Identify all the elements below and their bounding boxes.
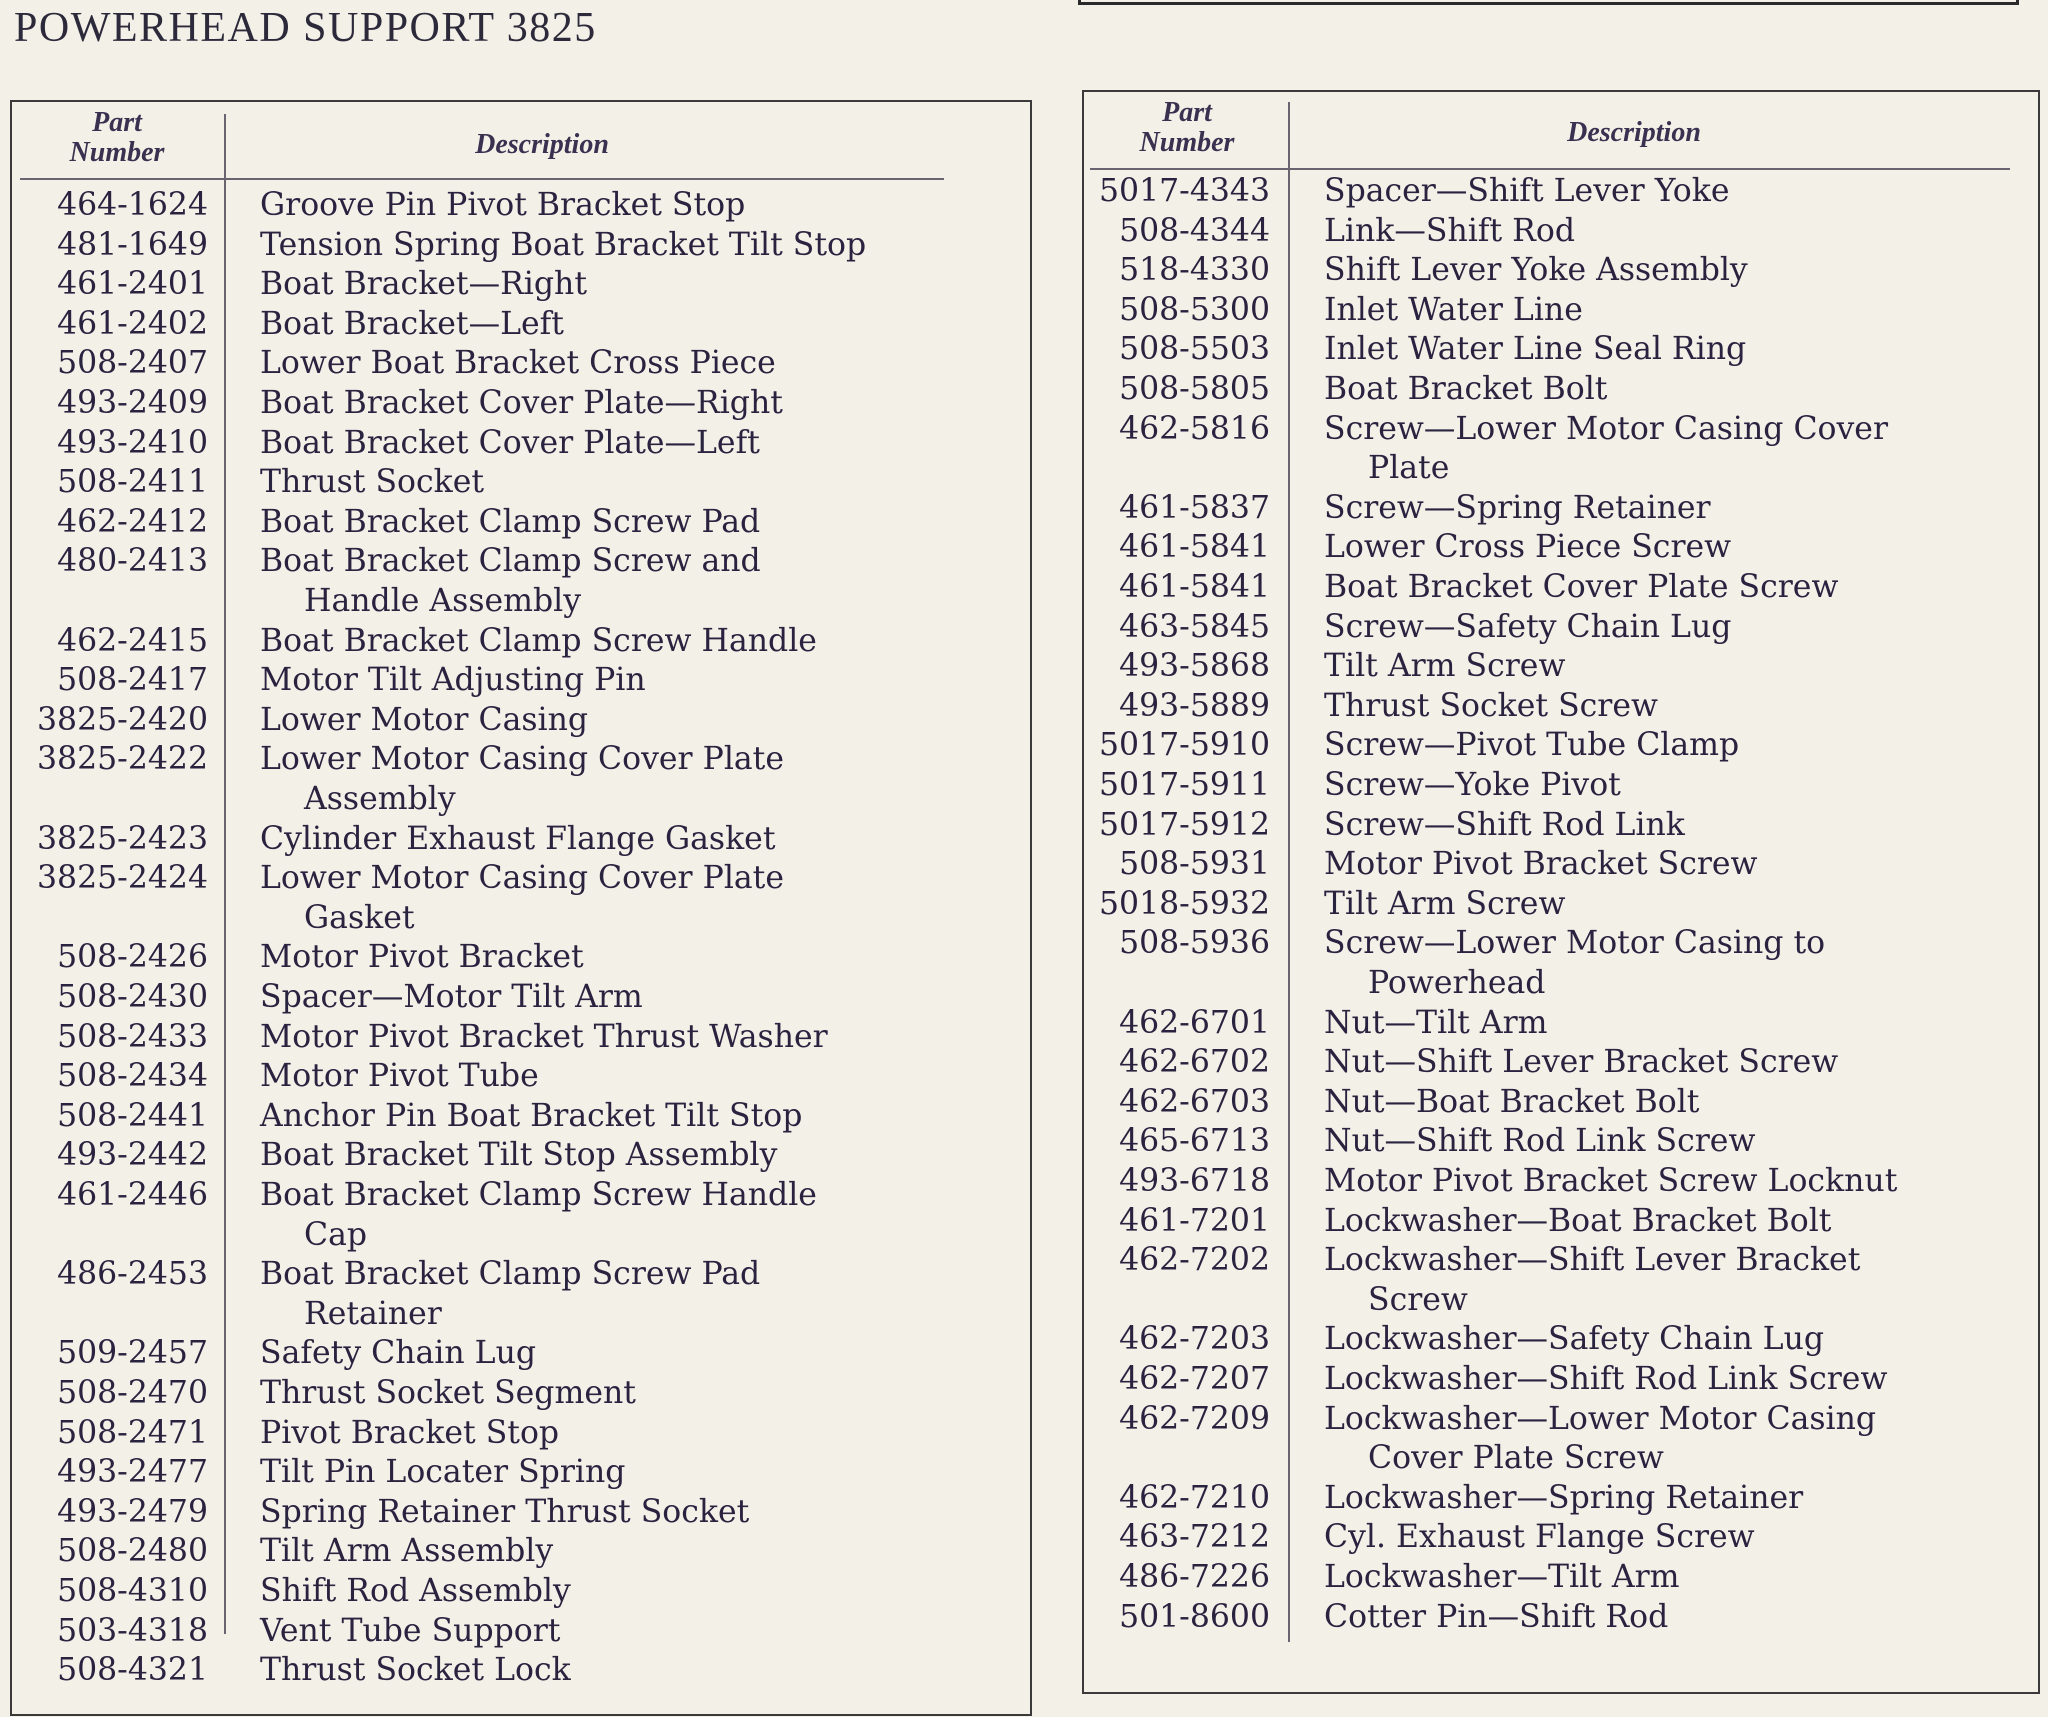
part-number: 462-5816 [1119,410,1270,447]
part-number: 461-5841 [1119,569,1270,605]
part-description: Screw—Safety Chain Lug [1324,608,1732,645]
left-parts-table [10,100,1032,1716]
part-description: Boat Bracket Bolt [1324,371,1608,407]
part-number: 3825-2423 [37,820,208,857]
part-number: 493-2479 [57,1493,208,1530]
part-number: 508-2417 [57,662,208,699]
part-number: 462-2415 [57,622,208,659]
part-description: Boat Bracket Cover Plate Screw [1324,569,1839,605]
part-description: Link—Shift Rod [1324,212,1575,249]
part-number: 493-6718 [1119,1163,1270,1199]
part-description: Boat Bracket—Right [260,266,587,303]
part-description: Spring Retainer Thrust Socket [260,1493,750,1530]
part-description-continued: Retainer [304,1295,442,1332]
header-rule [1090,168,2010,170]
part-number: 486-2453 [57,1256,208,1293]
part-description: Lower Motor Casing [260,701,589,738]
part-number: 493-5868 [1119,648,1270,685]
header-rule [20,178,944,180]
part-number: 508-4310 [57,1573,208,1609]
part-description: Pivot Bracket Stop [260,1414,560,1451]
part-description: Screw—Shift Rod Link [1324,806,1685,843]
part-description: Motor Pivot Bracket Screw [1324,846,1758,883]
part-description: Tension Spring Boat Bracket Tilt Stop [260,226,867,263]
part-number: 508-2426 [57,939,208,976]
part-number: 508-2433 [57,1018,208,1055]
part-description: Nut—Boat Bracket Bolt [1324,1083,1700,1120]
part-description: Motor Pivot Bracket [260,939,584,976]
column-divider [224,114,226,1634]
part-number: 462-7202 [1119,1242,1270,1279]
part-number: 518-4330 [1119,252,1270,289]
part-description-continued: Screw [1368,1281,1468,1318]
part-number: 508-5936 [1119,925,1270,962]
part-number-header: Part Number [69,107,165,168]
part-description: Lockwasher—Shift Rod Link Screw [1324,1361,1888,1397]
part-description: Spacer—Motor Tilt Arm [260,979,643,1015]
part-number: 480-2413 [57,543,208,580]
part-description: Thrust Socket [260,464,485,501]
part-description: Boat Bracket Clamp Screw Pad [260,503,761,540]
part-number: 461-7201 [1119,1202,1270,1239]
part-number: 503-4318 [57,1612,208,1649]
part-description-continued: Gasket [304,899,415,936]
part-description: Inlet Water Line Seal Ring [1324,331,1747,368]
part-number: 461-5837 [1119,489,1270,526]
part-description: Lower Motor Casing Cover Plate [260,860,784,897]
part-number: 3825-2424 [37,860,208,897]
part-number: 508-2480 [57,1533,208,1570]
part-number: 5017-4343 [1099,173,1270,209]
part-number: 462-6701 [1119,1004,1270,1041]
part-number: 465-6713 [1119,1123,1270,1160]
part-description: Nut—Shift Lever Bracket Screw [1324,1044,1839,1081]
part-description-continued: Handle Assembly [304,583,582,619]
part-description-continued: Cap [304,1216,368,1253]
part-number: 508-2411 [57,464,208,501]
part-description: Boat Bracket Clamp Screw Handle [260,622,817,659]
part-description: Lockwasher—Tilt Arm [1324,1559,1680,1595]
page-title: POWERHEAD SUPPORT 3825 [14,5,597,51]
part-number: 508-2430 [57,979,208,1015]
part-description: Screw—Lower Motor Casing to [1324,925,1826,962]
right-parts-table [1082,90,2040,1694]
description-header: Description [1567,117,1701,148]
part-description: Anchor Pin Boat Bracket Tilt Stop [260,1097,803,1134]
column-divider [1288,102,1290,1642]
part-number: 461-5841 [1119,529,1270,566]
part-description: Nut—Shift Rod Link Screw [1324,1123,1756,1160]
part-description: Thrust Socket Segment [260,1375,636,1411]
part-number: 462-7209 [1119,1400,1270,1437]
part-description-continued: Cover Plate Screw [1368,1440,1664,1477]
part-description: Tilt Arm Screw [1324,885,1566,922]
part-description: Tilt Arm Assembly [260,1533,554,1570]
part-description: Boat Bracket Clamp Screw Pad [260,1256,761,1293]
part-description: Groove Pin Pivot Bracket Stop [260,187,746,223]
part-number: 463-5845 [1119,608,1270,645]
part-description: Lockwasher—Spring Retainer [1324,1479,1804,1516]
part-description: Lockwasher—Safety Chain Lug [1324,1321,1825,1358]
part-description: Screw—Lower Motor Casing Cover [1324,410,1889,447]
part-number: 508-4321 [57,1652,208,1689]
part-number: 493-2410 [57,424,208,461]
part-number: 5017-5911 [1099,767,1270,803]
part-description: Lockwasher—Lower Motor Casing [1324,1400,1877,1437]
part-number: 509-2457 [57,1335,208,1372]
part-description: Screw—Pivot Tube Clamp [1324,727,1740,764]
part-description: Tilt Pin Locater Spring [260,1454,626,1491]
part-description: Boat Bracket Cover Plate—Left [260,424,760,461]
top-box-edge [1078,0,2019,5]
part-number: 462-2412 [57,503,208,540]
part-description: Boat Bracket Clamp Screw Handle [260,1177,817,1213]
part-description: Motor Tilt Adjusting Pin [260,662,646,699]
part-number: 462-7203 [1119,1321,1270,1358]
part-number: 3825-2420 [37,701,208,738]
part-description: Lower Cross Piece Screw [1324,529,1732,566]
part-number: 486-7226 [1119,1559,1270,1595]
part-number: 5017-5912 [1099,806,1270,843]
part-description: Cylinder Exhaust Flange Gasket [260,820,776,857]
part-number: 462-7207 [1119,1361,1270,1397]
part-number: 464-1624 [57,187,208,223]
part-description: Lower Motor Casing Cover Plate [260,741,784,778]
part-description: Shift Rod Assembly [260,1573,571,1609]
part-number: 462-6702 [1119,1044,1270,1081]
part-number: 508-2441 [57,1097,208,1134]
part-number: 508-2434 [57,1058,208,1095]
part-description: Lower Boat Bracket Cross Piece [260,345,776,382]
part-number: 5018-5932 [1099,885,1270,922]
part-description: Screw—Yoke Pivot [1324,767,1621,803]
part-number: 501-8600 [1119,1598,1270,1635]
part-number: 461-2402 [57,305,208,342]
part-description: Safety Chain Lug [260,1335,537,1372]
part-number: 508-2471 [57,1414,208,1451]
part-number: 508-2470 [57,1375,208,1411]
part-description-continued: Assembly [304,781,456,817]
part-description: Cotter Pin—Shift Rod [1324,1598,1669,1635]
part-number: 481-1649 [57,226,208,263]
part-number: 5017-5910 [1099,727,1270,764]
part-description: Vent Tube Support [260,1612,561,1649]
part-number-header: Part Number [1139,97,1235,158]
part-number: 462-7210 [1119,1479,1270,1516]
part-description: Screw—Spring Retainer [1324,489,1711,526]
part-number: 461-2446 [57,1177,208,1213]
part-number: 493-2442 [57,1137,208,1174]
part-description: Shift Lever Yoke Assembly [1324,252,1748,289]
part-description: Boat Bracket Tilt Stop Assembly [260,1137,778,1174]
part-description: Thrust Socket Screw [1324,687,1658,724]
part-description: Lockwasher—Shift Lever Bracket [1324,1242,1861,1279]
part-description: Boat Bracket—Left [260,305,564,342]
description-header: Description [475,129,609,160]
part-description: Thrust Socket Lock [260,1652,571,1689]
part-number: 3825-2422 [37,741,208,778]
part-number: 493-2409 [57,385,208,421]
part-number: 493-2477 [57,1454,208,1491]
part-description-continued: Powerhead [1368,965,1546,1001]
part-number: 508-4344 [1119,212,1270,249]
part-description: Motor Pivot Bracket Thrust Washer [260,1018,828,1055]
part-description: Lockwasher—Boat Bracket Bolt [1324,1202,1832,1239]
part-number: 463-7212 [1119,1519,1270,1556]
part-number: 461-2401 [57,266,208,303]
part-number: 508-2407 [57,345,208,382]
part-number: 508-5503 [1119,331,1270,368]
part-description: Tilt Arm Screw [1324,648,1566,685]
part-number: 508-5300 [1119,291,1270,328]
part-number: 462-6703 [1119,1083,1270,1120]
part-number: 508-5805 [1119,371,1270,407]
part-description: Motor Pivot Bracket Screw Locknut [1324,1163,1898,1199]
part-description: Spacer—Shift Lever Yoke [1324,173,1730,209]
part-number: 493-5889 [1119,687,1270,724]
part-description: Nut—Tilt Arm [1324,1004,1548,1041]
part-description: Inlet Water Line [1324,291,1583,328]
part-number: 508-5931 [1119,846,1270,883]
part-description: Cyl. Exhaust Flange Screw [1324,1519,1755,1556]
part-description: Boat Bracket Clamp Screw and [260,543,761,580]
part-description-continued: Plate [1368,450,1450,487]
part-description: Motor Pivot Tube [260,1058,539,1095]
part-description: Boat Bracket Cover Plate—Right [260,385,783,421]
